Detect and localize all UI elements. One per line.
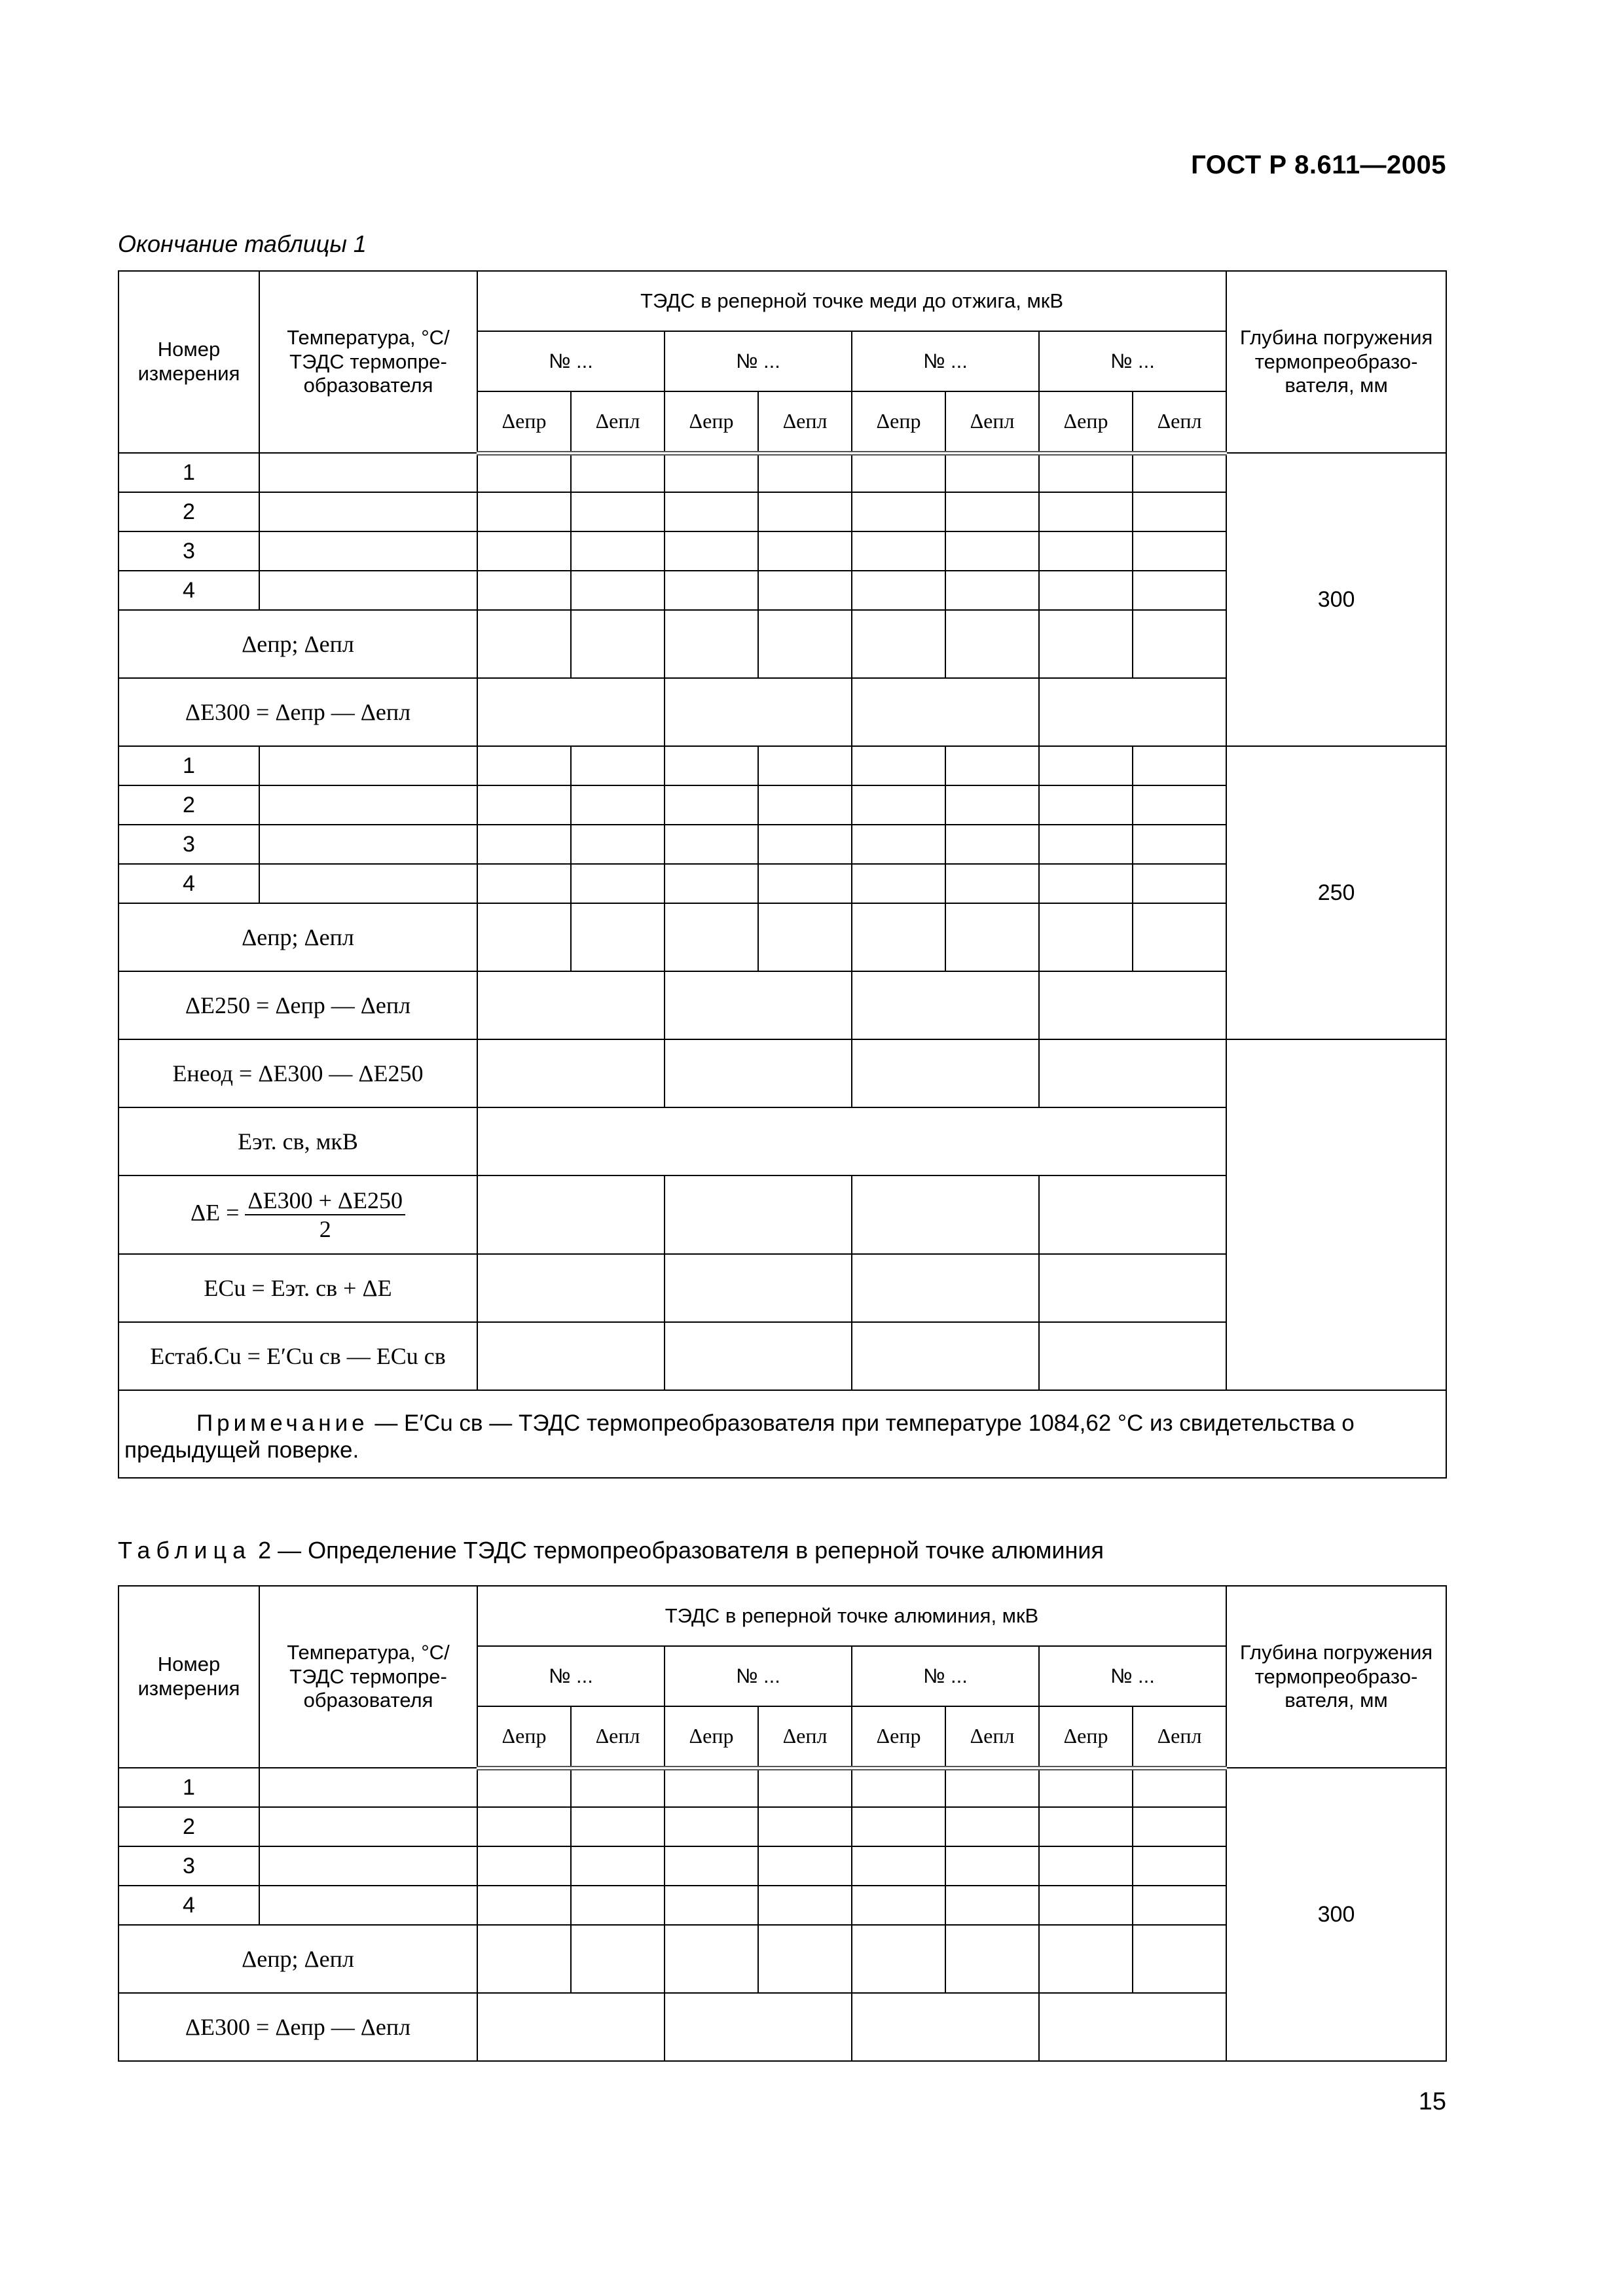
- header-de-pr: Δeпр: [852, 391, 945, 453]
- table2-caption: [118, 1537, 1104, 1564]
- formula-fraction: [245, 1187, 405, 1244]
- mean-label: Δeпр; Δeпл: [119, 1925, 477, 1993]
- row-number: 4: [119, 864, 259, 903]
- header-de-pl: Δeпл: [945, 1706, 1039, 1768]
- delta-e250-label: ΔE250 = Δeпр — Δeпл: [119, 971, 477, 1039]
- table2-caption-rest: 2 — Определение ТЭДС термопреобразователя в реперной точке алюминия: [251, 1537, 1104, 1564]
- formula-numerator: ΔE300 + ΔE250: [245, 1187, 405, 1215]
- header-de-pl: Δeпл: [758, 1706, 852, 1768]
- table1-caption: Окончание таблицы 1: [118, 230, 367, 257]
- header-tedc-group: ТЭДС в реперной точке меди до отжига, мкВ: [477, 271, 1226, 331]
- row-number: 2: [119, 1807, 259, 1846]
- row-number: 1: [119, 746, 259, 785]
- table-row: [119, 746, 1446, 785]
- table-row: [119, 1768, 1446, 1807]
- header-sensor-no: № ...: [477, 1646, 665, 1706]
- header-sensor-no: № ...: [665, 1646, 852, 1706]
- header-immersion-depth: Глубина погружения термопреобразо-вателя, мм: [1226, 1586, 1446, 1768]
- table-row: [119, 1039, 1446, 1107]
- header-temperature: Температура, °С/ТЭДС термопре-образователя: [259, 271, 477, 453]
- page-number: 15: [1418, 2088, 1446, 2115]
- header-de-pr: Δeпр: [477, 1706, 571, 1768]
- depth-value: 300: [1226, 1768, 1446, 2061]
- header-sensor-no: № ...: [852, 1646, 1039, 1706]
- row-number: 3: [119, 825, 259, 864]
- header-sensor-no: № ...: [477, 331, 665, 391]
- header-sensor-no: № ...: [1039, 331, 1226, 391]
- header-de-pr: Δeпр: [852, 1706, 945, 1768]
- row-number: 3: [119, 531, 259, 571]
- header-de-pl: Δeпл: [1133, 391, 1226, 453]
- formula-lhs: ΔE =: [190, 1199, 240, 1226]
- header-de-pl: Δeпл: [1133, 1706, 1226, 1768]
- e-et-sv-label: Eэт. св, мкВ: [119, 1107, 477, 1175]
- header-measurement-number: Номер измерения: [119, 271, 259, 453]
- row-number: 4: [119, 571, 259, 610]
- mean-label: Δeпр; Δeпл: [119, 903, 477, 971]
- note-lead: Примечание: [196, 1410, 369, 1436]
- table-1: [118, 270, 1447, 1479]
- header-sensor-no: № ...: [665, 331, 852, 391]
- header-tedc-group: ТЭДС в реперной точке алюминия, мкВ: [477, 1586, 1226, 1646]
- header-temperature: Температура, °С/ТЭДС термопре-образователя: [259, 1586, 477, 1768]
- header-immersion-depth: Глубина погружения термопреобразо-вателя, мм: [1226, 271, 1446, 453]
- mean-delta-e-formula: [119, 1175, 477, 1254]
- header-row-1: [119, 271, 1446, 331]
- standard-code: ГОСТ Р 8.611—2005: [1191, 151, 1446, 179]
- row-number: 2: [119, 785, 259, 825]
- depth-value: 250: [1226, 746, 1446, 1039]
- header-de-pr: Δeпр: [1039, 1706, 1133, 1768]
- header-sensor-no: № ...: [1039, 1646, 1226, 1706]
- header-row-1: [119, 1586, 1446, 1646]
- row-number: 1: [119, 1768, 259, 1807]
- table2-caption-word: Таблица: [118, 1537, 252, 1564]
- e-stab-cu-label: Eстаб.Cu = E′Cu св — ECu св: [119, 1322, 477, 1390]
- header-sensor-no: № ...: [852, 331, 1039, 391]
- header-de-pl: Δeпл: [758, 391, 852, 453]
- mean-label: Δeпр; Δeпл: [119, 610, 477, 678]
- header-de-pl: Δeпл: [571, 391, 665, 453]
- header-de-pr: Δeпр: [665, 391, 758, 453]
- table-row: [119, 453, 1446, 492]
- header-de-pr: Δeпр: [1039, 391, 1133, 453]
- e-cu-label: ECu = Eэт. св + ΔE: [119, 1254, 477, 1322]
- note-text: — E′Cu св — ТЭДС термопреобразователя при температуре 1084,62 °С из свидетельства о предыдущей поверке.: [124, 1410, 1355, 1463]
- delta-e300-label: ΔE300 = Δeпр — Δeпл: [119, 678, 477, 746]
- table-note: [119, 1390, 1446, 1478]
- header-de-pl: Δeпл: [945, 391, 1039, 453]
- depth-value: 300: [1226, 453, 1446, 746]
- formula-denominator: 2: [319, 1216, 331, 1242]
- row-number: 2: [119, 492, 259, 531]
- header-de-pl: Δeпл: [571, 1706, 665, 1768]
- delta-e300-label: ΔE300 = Δeпр — Δeпл: [119, 1993, 477, 2061]
- row-number: 3: [119, 1846, 259, 1886]
- header-de-pr: Δeпр: [477, 391, 571, 453]
- table-2: [118, 1585, 1447, 2062]
- row-number: 4: [119, 1886, 259, 1925]
- row-number: 1: [119, 453, 259, 492]
- header-de-pr: Δeпр: [665, 1706, 758, 1768]
- header-measurement-number: Номер измерения: [119, 1586, 259, 1768]
- e-neod-label: Eнеод = ΔE300 — ΔE250: [119, 1039, 477, 1107]
- note-row: [119, 1390, 1446, 1478]
